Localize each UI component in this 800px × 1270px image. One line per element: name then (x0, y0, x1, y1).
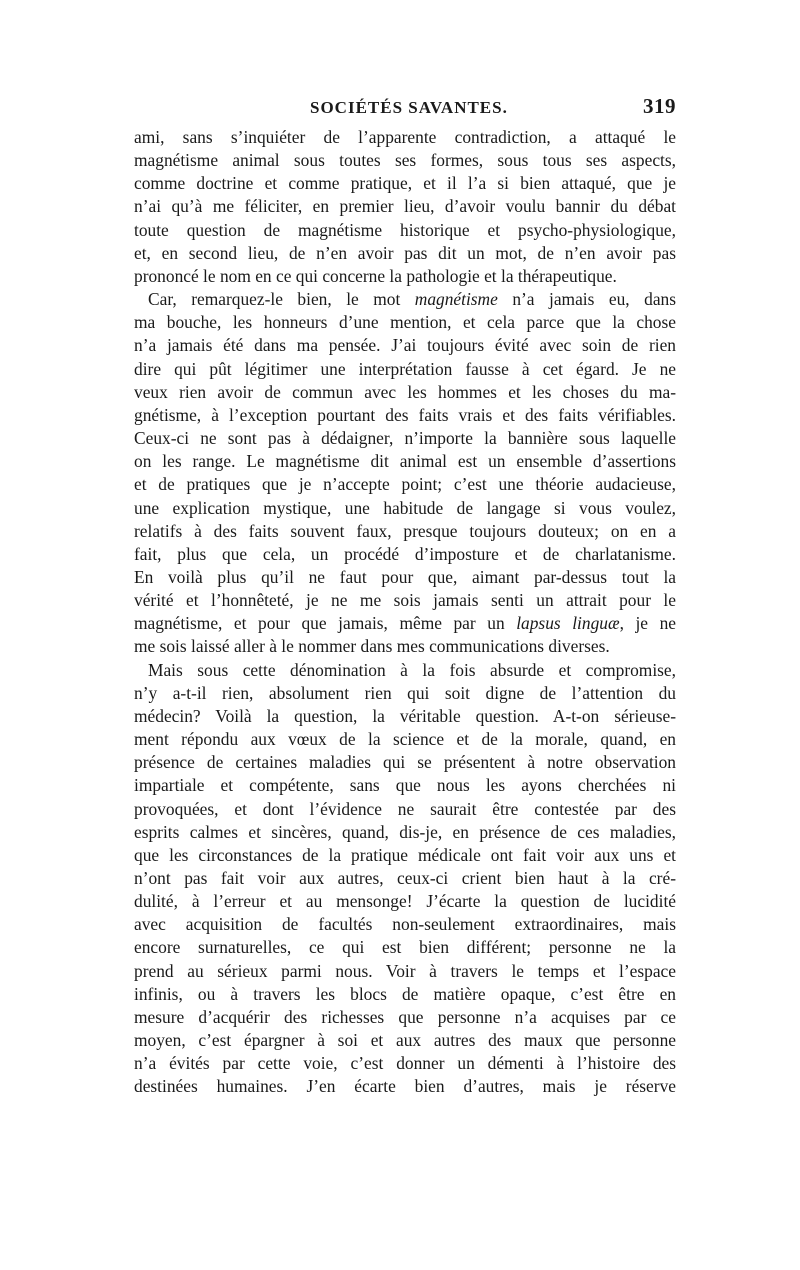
text-line: magnétisme animal sous toutes ses formes, sous tous ses aspects, (134, 150, 676, 171)
text-line: Car, remarquez-le bien, le mot magnétisme n’a jamais eu, dans (148, 289, 676, 310)
text-line: toute question de magnétisme historique et psycho-physiologique, (134, 219, 676, 240)
text-line: veux rien avoir de commun avec les hommes et les choses du ma- (134, 381, 676, 402)
text-line: avec acquisition de facultés non-seulement extraordinaires, mais (134, 914, 676, 935)
text-line: une explication mystique, une habitude de langage si vous voulez, (134, 497, 676, 518)
text-line: magnétisme, et pour que jamais, même par un lapsus linguæ, je ne (134, 613, 676, 634)
page-number: 319 (643, 94, 676, 118)
text-line: n’y a-t-il rien, absolument rien qui soit digne de l’attention du (134, 682, 676, 703)
text-line: n’ont pas fait voir aux autres, ceux-ci crient bien haut à la cré- (134, 868, 676, 888)
text-line: fait, plus que cela, un procédé d’imposture et de charlatanisme. (134, 543, 676, 564)
paragraph-1 (134, 126, 676, 288)
text-line: relatifs à des faits souvent faux, presque toujours douteux; on en a (134, 520, 676, 541)
text-line: En voilà plus qu’il ne faut pour que, aimant par-dessus tout la (134, 566, 676, 587)
text-line: vérité et l’honnêteté, je ne me sois jamais senti un attrait pour le (134, 590, 676, 611)
text-line: destinées humaines. J’en écarte bien d’autres, mais je réserve (134, 1076, 676, 1097)
text-line: prend au sérieux parmi nous. Voir à travers le temps et l’espace (134, 960, 676, 981)
text-line: me sois laissé aller à le nommer dans mes communications diverses. (134, 636, 610, 657)
running-head (134, 92, 676, 126)
text-line: et de pratiques que je n’accepte point; c’est une théorie audacieuse, (134, 474, 676, 495)
text-line: médecin? Voilà la question, la véritable question. A-t-on sérieuse- (134, 705, 676, 726)
text-line: Ceux-ci ne sont pas à dédaigner, n’importe la bannière sous laquelle (134, 428, 676, 449)
text-line: provoquées, et dont l’évidence ne saurait être contestée par des (134, 798, 676, 819)
paragraph-2 (134, 288, 676, 659)
text-line: n’a évités par cette voie, c’est donner un démenti à l’histoire des (134, 1053, 676, 1074)
text-line: et, en second lieu, de n’en avoir pas dit un mot, de n’en avoir pas (134, 242, 676, 263)
book-page (134, 92, 676, 1099)
text-line: ami, sans s’inquiéter de l’apparente contradiction, a attaqué le (134, 127, 676, 147)
text-line: présence de certaines maladies qui se présentent à notre observation (134, 752, 676, 773)
text-line: n’ai qu’à me féliciter, en premier lieu, d’avoir voulu bannir du débat (134, 196, 676, 217)
text-line: comme doctrine et comme pratique, et il l’a si bien attaqué, que je (134, 173, 676, 194)
text-line: infinis, ou à travers les blocs de matière opaque, c’est être en (134, 983, 676, 1004)
text-line: ment répondu aux vœux de la science et de la morale, quand, en (134, 729, 676, 750)
text-line: on les range. Le magnétisme dit animal est un ensemble d’assertions (134, 451, 676, 472)
text-line: dire qui pût légitimer une interprétation fausse à cet égard. Je ne (134, 358, 676, 379)
text-line: gnétisme, à l’exception pourtant des faits vrais et des faits vérifiables. (134, 404, 676, 425)
text-line: esprits calmes et sincères, quand, dis-je, en présence de ces maladies, (134, 821, 676, 842)
text-line: moyen, c’est épargner à soi et aux autres des maux que personne (134, 1030, 676, 1051)
text-line: dulité, à l’erreur et au mensonge! J’écarte la question de lucidité (134, 891, 676, 912)
text-line: mesure d’acquérir des richesses que personne n’a acquises par ce (134, 1006, 676, 1027)
text-line: n’a jamais été dans ma pensée. J’ai toujours évité avec soin de rien (134, 335, 676, 356)
text-line: prononcé le nom en ce qui concerne la pathologie et la thérapeutique. (134, 265, 617, 286)
text-line: Mais sous cette dénomination à la fois absurde et compromise, (148, 659, 676, 680)
text-line: que les circonstances de la pratique médicale ont fait voir aux uns et (134, 844, 676, 865)
text-line: impartiale et compétente, sans que nous les ayons cherchées ni (134, 775, 676, 796)
text-line: ma bouche, les honneurs d’une mention, et cela parce que la chose (134, 312, 676, 333)
text-line: encore surnaturelles, ce qui est bien différent; personne ne la (134, 937, 676, 958)
running-title: SOCIÉTÉS SAVANTES. (310, 98, 508, 117)
paragraph-3 (134, 659, 676, 1099)
